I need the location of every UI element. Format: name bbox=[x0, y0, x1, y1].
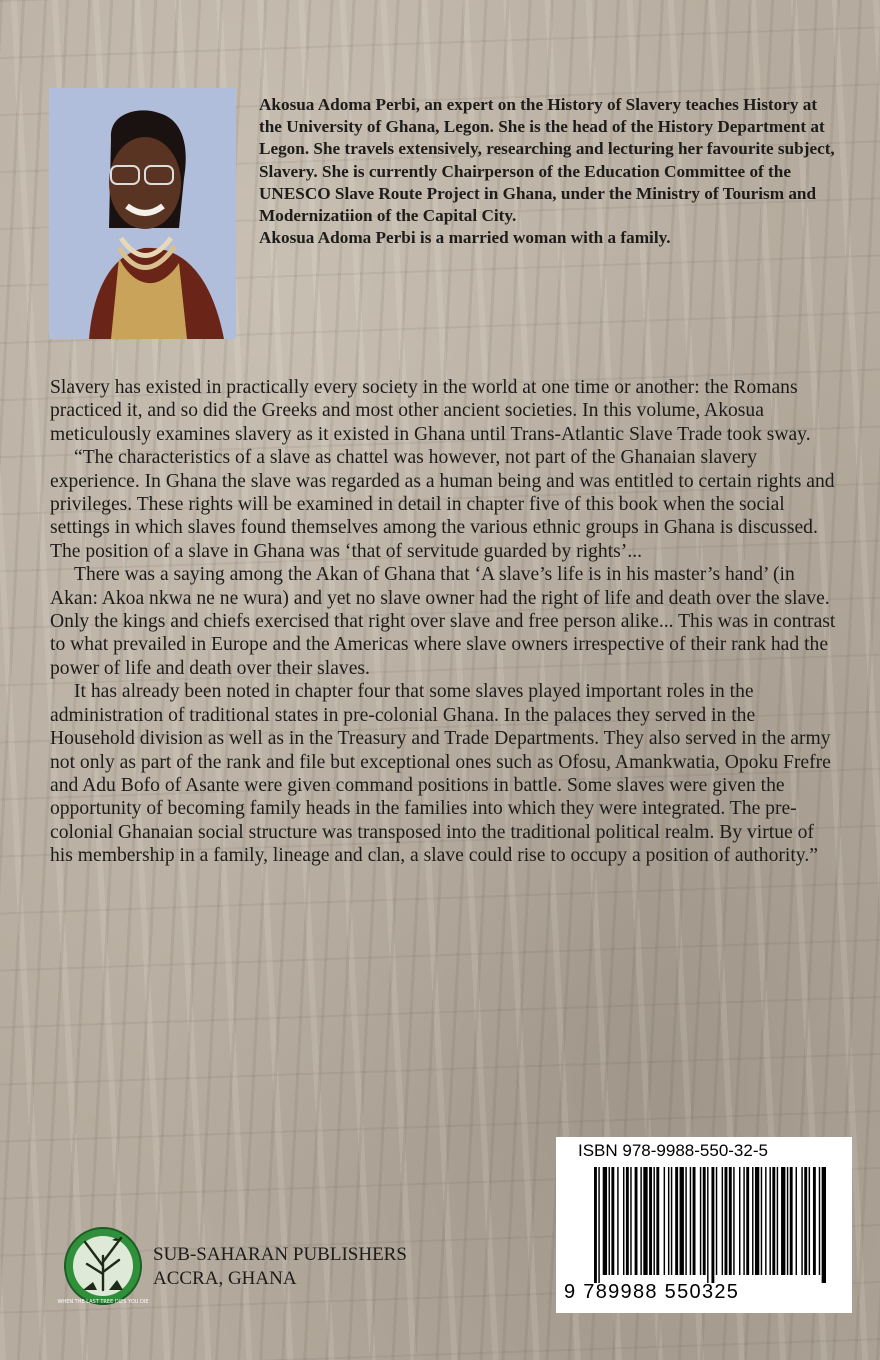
barcode-bar bbox=[790, 1167, 793, 1275]
barcode-bar bbox=[603, 1167, 607, 1275]
barcode-bar bbox=[801, 1167, 802, 1275]
barcode-bar bbox=[611, 1167, 614, 1275]
barcode-bar bbox=[822, 1167, 826, 1283]
barcode-bar bbox=[809, 1167, 810, 1275]
barcode-bar bbox=[635, 1167, 638, 1275]
barcode-bar bbox=[761, 1167, 762, 1275]
barcode-bar bbox=[729, 1167, 732, 1275]
barcode-bar bbox=[664, 1167, 665, 1275]
barcode-bar bbox=[700, 1167, 701, 1275]
barcode-bar bbox=[703, 1167, 706, 1275]
author-portrait-image bbox=[49, 88, 236, 339]
barcode-bar bbox=[787, 1167, 788, 1275]
barcode-bar bbox=[804, 1167, 807, 1275]
barcode-bar bbox=[743, 1167, 744, 1275]
barcode-bar bbox=[707, 1167, 708, 1283]
barcode-bar bbox=[733, 1167, 734, 1275]
barcode-bar bbox=[739, 1167, 740, 1275]
barcode-bar bbox=[640, 1167, 641, 1275]
barcode-bar bbox=[685, 1167, 686, 1275]
blurb-paragraph: There was a saying among the Akan of Ghana that ‘A slave’s life is in his master’s hand’ (in Akan: Akoa nkwa ne ne wura) and yet no slave owner had the right of life and death over the slave. Only the kings and chiefs exercised that right over slave and free person alike... This was in contrast to what prevailed in Europe and the Americas where slave owners irrespective of their rank had the power of life and death over their slaves. bbox=[50, 564, 836, 679]
barcode-bar bbox=[711, 1167, 714, 1283]
barcode-bar bbox=[643, 1167, 647, 1275]
barcode-bar bbox=[630, 1167, 631, 1275]
barcode-bar bbox=[668, 1167, 669, 1275]
blurb-paragraph: Slavery has existed in practically every society in the world at one time or another: the Romans practiced it, and so did the Greeks and most other ancient societies. In this volume, Akosua meticulously examines slavery as it existed in Ghana until Trans-Atlantic Slave Trade took sway. bbox=[50, 377, 811, 445]
isbn-label: ISBN 978-9988-550-32-5 bbox=[578, 1141, 768, 1160]
barcode-bar bbox=[755, 1167, 759, 1275]
barcode-bar bbox=[690, 1167, 691, 1275]
barcode-bar bbox=[781, 1167, 785, 1275]
publisher-location: ACCRA, GHANA bbox=[153, 1268, 297, 1289]
barcode-bar bbox=[746, 1167, 749, 1275]
publisher-name: SUB-SAHARAN PUBLISHERS bbox=[153, 1244, 407, 1265]
author-bio-closing: Akosua Adoma Perbi is a married woman with a family. bbox=[259, 228, 671, 248]
barcode-bar bbox=[752, 1167, 753, 1275]
publisher-info bbox=[153, 1243, 407, 1291]
barcode-bar bbox=[765, 1167, 766, 1275]
barcode-bar bbox=[675, 1167, 678, 1275]
barcode-bar bbox=[626, 1167, 629, 1275]
barcode-bar bbox=[671, 1167, 672, 1275]
publisher-logo bbox=[57, 1226, 149, 1306]
blurb-paragraph: It has already been noted in chapter four that some slaves played important roles in the administration of traditional states in pre-colonial Ghana. In the palaces they served in the Household division as well as in the Treasury and Trade Departments. They also served in the army not only as part of the rank and file but exceptional ones such as Ofosu, Amankwatia, Opoku Frefre and Adu Bofo of Asante were given command positions in battle. Some slaves were given the opportunity of becoming family heads in the families into which they were integrated. The pre-colonial Ghanaian social structure was transposed into the traditional political realm. By virtue of his membership in a family, lineage and clan, a slave could rise to occupy a position of authority.” bbox=[50, 681, 831, 867]
barcode-bar bbox=[653, 1167, 654, 1275]
barcode-bar bbox=[722, 1167, 723, 1275]
book-blurb bbox=[50, 376, 840, 868]
barcode-bar bbox=[617, 1167, 618, 1275]
barcode-bar bbox=[813, 1167, 816, 1275]
barcode-digits: 9 789988 550325 bbox=[564, 1281, 740, 1303]
barcode-bar bbox=[594, 1167, 597, 1283]
author-bio bbox=[259, 94, 839, 249]
barcode-bar bbox=[598, 1167, 599, 1283]
barcode-bar bbox=[796, 1167, 797, 1275]
barcode-bar bbox=[623, 1167, 624, 1275]
barcode-image bbox=[594, 1167, 826, 1283]
barcode-bar bbox=[656, 1167, 659, 1275]
barcode-bar bbox=[819, 1167, 820, 1275]
logo-motto: WHEN THE LAST TREE DIES YOU DIE bbox=[57, 1299, 149, 1305]
barcode-bar bbox=[716, 1167, 717, 1275]
blurb-paragraph: “The characteristics of a slave as chattel was however, not part of the Ghanaian slavery experience. In Ghana the slave was regarded as a human being and was entitled to certain rights and privileges. These rights will be examined in detail in chapter five of this book when the social settings in which slaves found themselves among the various ethnic groups in Ghana is discussed. The position of a slave in Ghana was ‘that of servitude guarded by rights’... bbox=[50, 447, 835, 562]
author-bio-text: Akosua Adoma Perbi, an expert on the History of Slavery teaches History at the University of Ghana, Legon. She is the head of the History Department at Legon. She travels extensively, researching and lecturing her favourite subject, Slavery. She is currently Chairperson of the Education Committee of the UNESCO Slave Route Project in Ghana, under the Ministry of Tourism and Modernizatiion of the Capital City. bbox=[259, 95, 835, 226]
author-photo bbox=[49, 88, 236, 339]
barcode-bar bbox=[772, 1167, 775, 1275]
barcode-bar bbox=[725, 1167, 728, 1275]
isbn-barcode-block bbox=[556, 1137, 852, 1313]
barcode-bar bbox=[777, 1167, 778, 1275]
barcode-bar bbox=[649, 1167, 652, 1275]
barcode-bar bbox=[769, 1167, 770, 1275]
barcode-bar bbox=[609, 1167, 610, 1275]
barcode-bar bbox=[693, 1167, 696, 1275]
barcode-bar bbox=[680, 1167, 684, 1275]
